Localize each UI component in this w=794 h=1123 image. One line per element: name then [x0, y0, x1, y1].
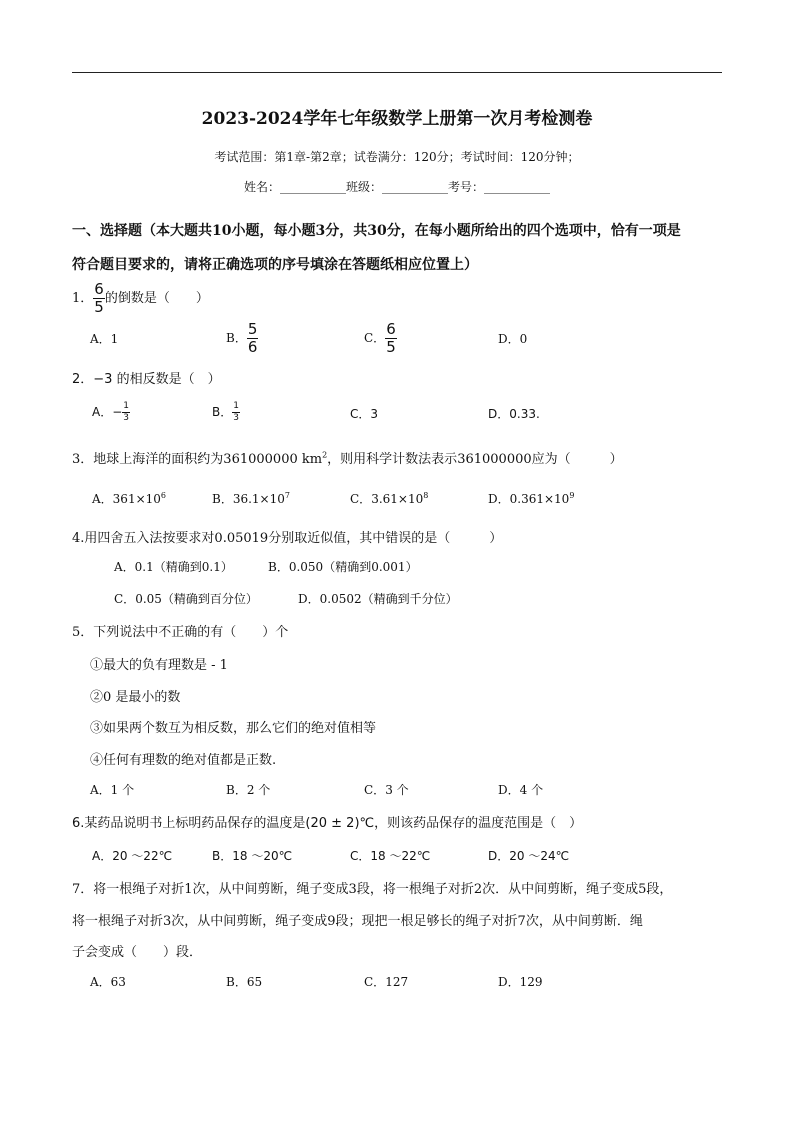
fraction: $\frac{6}{5}$	[386, 320, 396, 356]
question-2	[72, 368, 221, 387]
question-1	[72, 282, 209, 315]
number-field[interactable]: 考号：___________	[448, 180, 551, 194]
option-d[interactable]: D．0.33.	[488, 407, 540, 421]
option-d[interactable]: D．129	[498, 975, 543, 989]
option-a[interactable]: A．1	[90, 332, 119, 346]
page-title: 2023-2024学年七年级数学上册第一次月考检测卷	[201, 109, 593, 129]
question-7-line-2: 将一根绳子对折3次，从中间剪断，绳子变成9段；现把一根足够长的绳子对折7次，从中间剪断．绳	[72, 914, 643, 929]
fraction: $\frac{1}{3}$	[123, 401, 130, 423]
option-c[interactable]: C．3	[350, 407, 379, 421]
option-a[interactable]: A．− $\frac{1}{3}$	[92, 401, 130, 423]
question-3: 3．地球上海洋的面积约为361000000 $km^2$，则用科学计数法表示361000000应为（ ）	[72, 450, 623, 467]
question-6: 6.某药品说明书上标明药品保存的温度是(20 ± 2)℃，则该药品保存的温度范围是（ ）	[72, 816, 583, 831]
question-4: 4.用四舍五入法按要求对0.05019分别取近似值，其中错误的是（ ）	[72, 531, 503, 546]
question-number: 1．	[72, 291, 94, 306]
question-7: 7．将一根绳子对折1次，从中间剪断，绳子变成3段，将一根绳子对折2次．从中间剪断，绳子变成5段，	[72, 882, 673, 897]
question-text: 的倒数是（ ）	[104, 291, 209, 306]
section-heading-line2: 符合题目要求的，请将正确选项的序号填涂在答题纸相应位置上）	[72, 257, 478, 273]
option-b[interactable]: B．0.050（精确到0.001）	[268, 560, 418, 574]
option-a[interactable]: A．1 个	[90, 783, 135, 797]
option-a[interactable]: A．63	[90, 975, 126, 989]
option-d[interactable]: D．$0.361\times 10^9$	[488, 491, 575, 506]
option-c[interactable]: C．127	[364, 975, 409, 989]
class-field[interactable]: 班级：___________	[345, 180, 448, 194]
section-heading-line1: 一、选择题（本大题共10小题，每小题3分，共30分，在每小题所给出的四个选项中，恰有一项是	[72, 223, 681, 239]
option-a[interactable]: A．$361\times 10^6$	[92, 491, 166, 506]
statement-3: ③如果两个数互为相反数，那么它们的绝对值相等	[90, 721, 377, 736]
statement-1: ①最大的负有理数是 - 1	[90, 658, 228, 673]
option-c[interactable]: C．0.05（精确到百分位）	[114, 592, 258, 606]
option-a[interactable]: A．0.1（精确到0.1）	[114, 560, 233, 574]
option-c[interactable]: C． $\frac{6}{5}$	[364, 320, 396, 356]
option-d[interactable]: D．4 个	[498, 783, 544, 797]
statement-4: ④任何有理数的绝对值都是正数.	[90, 753, 277, 768]
option-b[interactable]: B．18 ～20℃	[212, 849, 293, 863]
name-field[interactable]: 姓名：___________	[243, 180, 346, 194]
question-text: −3 的相反数是（ ）	[93, 372, 221, 387]
question-number: 2．	[72, 372, 94, 387]
option-d[interactable]: D．0.0502（精确到千分位）	[298, 592, 458, 606]
option-a[interactable]: A．20 ～22℃	[92, 849, 173, 863]
question-7-line-3: 子会变成（ ）段．	[72, 945, 203, 960]
option-d[interactable]: D．20 ～24℃	[488, 849, 570, 863]
student-fields	[0, 178, 794, 195]
option-c[interactable]: C．$3.61\times 10^8$	[350, 491, 429, 506]
option-b[interactable]: B．2 个	[226, 783, 271, 797]
option-b[interactable]: B．65	[226, 975, 263, 989]
option-b[interactable]: B．$36.1\times 10^7$	[212, 491, 290, 506]
exam-info: 考试范围：第1章-第2章；试卷满分：120分；考试时间：120分钟；	[214, 150, 580, 164]
option-c[interactable]: C．18 ～22℃	[350, 849, 431, 863]
fraction: $\frac{5}{6}$	[247, 320, 258, 356]
question-5: 5．下列说法中不正确的有（ ）个	[72, 625, 289, 640]
statement-2: ②0 是最小的数	[90, 690, 181, 705]
option-b[interactable]: B． $\frac{5}{6}$	[226, 320, 258, 356]
fraction: $\frac{1}{3}$	[233, 401, 239, 423]
option-c[interactable]: C．3 个	[364, 783, 409, 797]
fraction: $\frac{6}{5}$	[94, 280, 104, 316]
option-b[interactable]: B． $\frac{1}{3}$	[212, 401, 239, 423]
header-rule	[72, 72, 722, 73]
option-d[interactable]: D．0	[498, 332, 528, 346]
